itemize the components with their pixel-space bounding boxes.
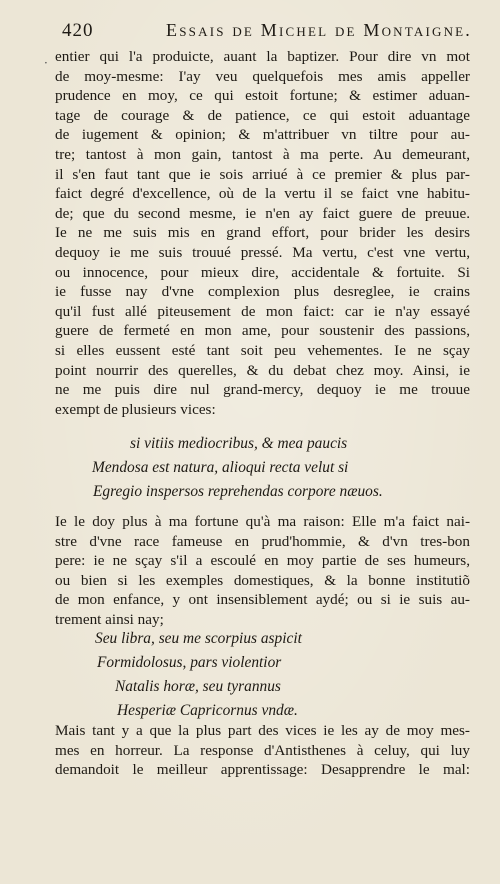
text-line: qu'il fust allé piteusement de mon faict: car ie n'ay essayé <box>55 302 470 320</box>
verse-line: si vitiis mediocribus, & mea paucis <box>130 435 348 452</box>
text-line: point nourrir des querelles, & du debat chez moy. Ainsi, ie <box>55 361 470 379</box>
text-line: Ie ne me suis mis en grand effort, pour brider les desirs <box>55 224 470 242</box>
verse-line: Egregio inspersos reprehendas corpore næuos. <box>93 483 383 500</box>
text-line: exempt de plusieurs vices: <box>55 400 216 418</box>
text-line: de iugement & opinion; & m'attribuer vn tiltre pour au- <box>55 126 470 144</box>
text-line: mes en horreur. La response d'Antisthenes à celuy, qui luy <box>55 741 470 759</box>
text-line: de; que du second mesme, ie n'en ay faict guere de preuue. <box>55 204 470 222</box>
paragraph-2 <box>55 512 470 630</box>
text-line: tre; tantost à mon gain, tantost à ma perte. Au demeurant, <box>55 145 470 163</box>
text-line: entier qui l'a produicte, auant la baptizer. Pour dire vn mot <box>55 48 470 65</box>
text-line: dequoy ie me suis trouué pressé. Ma vertu, c'est vne vertu, <box>55 243 470 261</box>
text-line: ou innocence, pour mieux dire, accidentale & fortuite. Si <box>55 263 470 281</box>
paragraph-1 <box>55 47 470 419</box>
page-number: 420 <box>62 20 94 41</box>
text-line: tage de courage & de patience, ce qui estoit aduantage <box>55 106 470 124</box>
paragraph-3 <box>55 721 470 780</box>
text-line: Mais tant y a que la plus part des vices ie les ay de moy mes- <box>55 722 470 739</box>
verse-line: Formidolosus, pars violentior <box>97 654 282 671</box>
verse-quotation-1 <box>50 432 383 504</box>
text-line: guere de fermeté en mon ame, pour soustenir des passions, <box>55 322 470 340</box>
text-line: ie fusse nay d'vne complexion plus desreglee, ie crains <box>55 283 470 301</box>
text-line: stre d'vne race fameuse en prud'hommie, & d'vn tres-bon <box>55 532 470 550</box>
verse-line: Hesperiæ Capricornus vndæ. <box>117 702 298 719</box>
verse-line: Mendosa est natura, alioqui recta velut si <box>92 459 349 476</box>
page-header <box>62 20 472 42</box>
running-title: Essais de Michel de Montaigne. <box>166 20 472 40</box>
text-line: prudence en moy, ce qui estoit fortune; & estimer aduan- <box>55 87 470 105</box>
text-line: faict degré d'excellence, où de la vertu il se faict vne habitu- <box>55 185 470 203</box>
text-line: il s'en faut tant que ie sois arriué à ce premier & plus par- <box>55 165 470 183</box>
text-line: ne me puis dire nul grand-mercy, dequoy ie me trouue <box>55 381 470 399</box>
verse-quotation-2 <box>95 627 302 723</box>
text-line: demandoit le meilleur apprentissage: Desapprendre le mal: <box>55 761 470 779</box>
verse-line: Natalis horæ, seu tyrannus <box>115 678 281 695</box>
text-line: trement ainsi nay; <box>55 610 164 628</box>
text-line: Ie le doy plus à ma fortune qu'à ma raison: Elle m'a faict nai- <box>55 513 470 530</box>
text-line: de moy-mesme: I'ay veu quelquefois mes amis appeller <box>55 67 470 85</box>
verse-line: Seu libra, seu me scorpius aspicit <box>95 630 302 647</box>
text-line: pere: ie ne sçay s'il a escoulé en moy partie de ses humeurs, <box>55 552 470 570</box>
text-line: de mon enfance, y ont insensiblement aydé; ou si ie suis au- <box>55 591 470 609</box>
text-line: ou bien si les exemples domestiques, & la bonne institutiõ <box>55 571 470 589</box>
margin-mark: · <box>44 56 48 70</box>
text-line: si elles eussent esté tant soit peu vehementes. Ie ne sçay <box>55 341 470 359</box>
